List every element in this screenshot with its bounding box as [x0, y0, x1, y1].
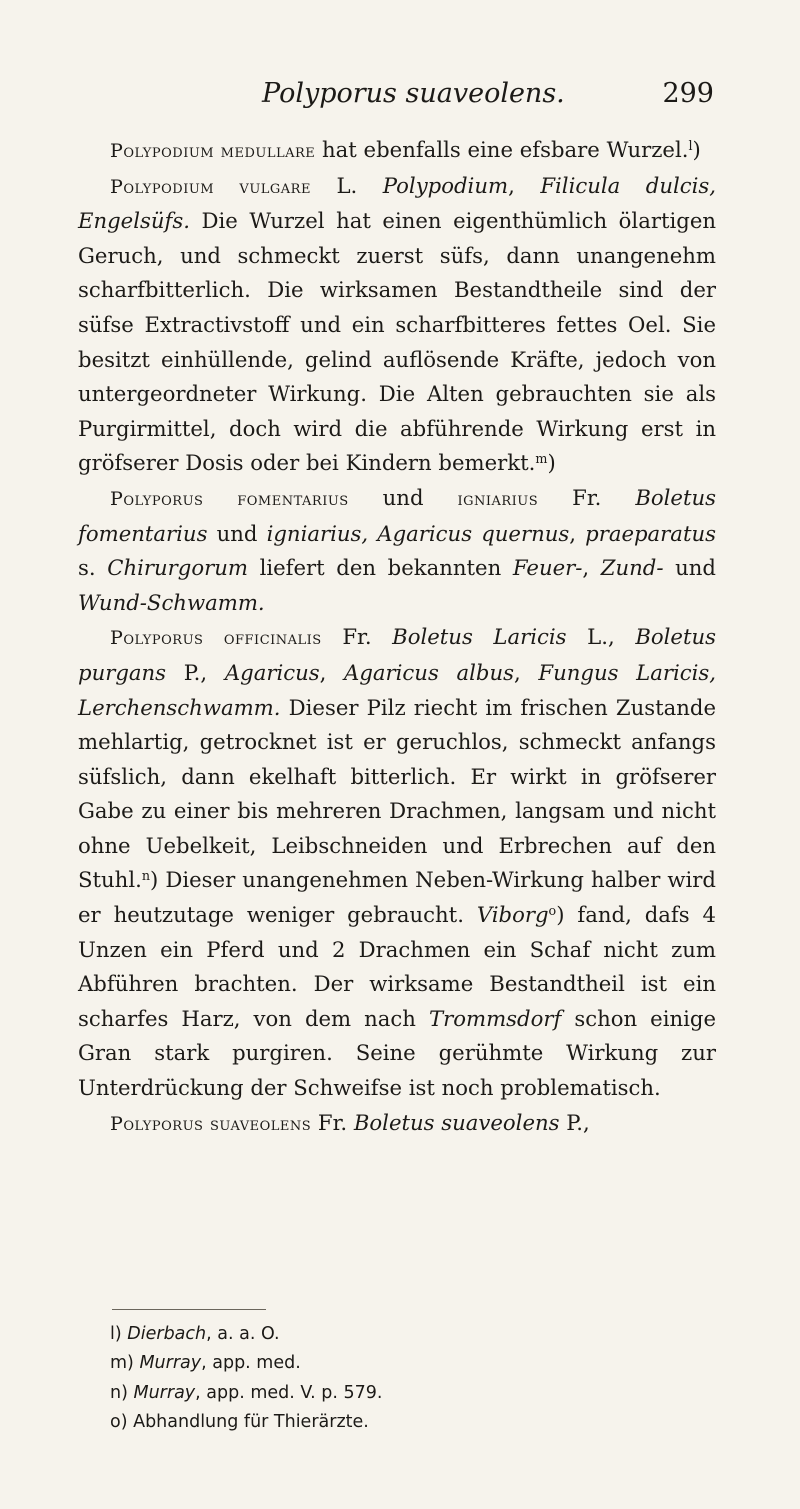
- paragraph-polyporus-suaveolens: [78, 1106, 716, 1142]
- text-run: n): [110, 1382, 134, 1403]
- small-caps-run: Polyporus suaveolens: [110, 1112, 312, 1135]
- italic-run: Boletus Laricis: [392, 624, 567, 650]
- footnote-marker: n: [141, 868, 151, 884]
- italic-run: Wund-Schwamm.: [78, 589, 265, 615]
- text-run: Fr.: [321, 624, 393, 650]
- text-run: Die Wurzel hat einen eigenthümlich ölartigen Geruch, und schmeckt zuerst süfs, dann unangenehm scharfbitterlich. Die wirksamen Bestandtheile sind der süfse Extractivstoff und ein scharfbitteres fettes Oel. Sie besitzt einhüllende, gelind auflösende Kräfte, jedoch von untergeordneter Wirkung. Die Alten gebrauchten sie als Purgirmittel, doch wird die abführende Wirkung erst in gröfserer Dosis oder bei Kindern bemerkt.: [78, 208, 716, 476]
- text-run: l): [110, 1324, 128, 1344]
- small-caps-run: Polyporus fomentarius: [110, 487, 349, 510]
- text-run: ,: [513, 659, 539, 685]
- page-number: 299: [662, 78, 714, 109]
- italic-run: Chirurgorum: [107, 555, 248, 581]
- text-run: , a. a. O.: [206, 1324, 280, 1344]
- text-run: ): [692, 137, 701, 162]
- text-run: , app. med.: [201, 1353, 301, 1374]
- text-run: P.,: [166, 659, 225, 685]
- italic-run: Agaricus quernus: [377, 520, 570, 546]
- italic-run: igniarius,: [266, 520, 369, 546]
- footnote-marker: m: [535, 451, 548, 467]
- italic-run: Trommsdorf: [428, 1005, 562, 1031]
- small-caps-run: Polypodium medullare: [110, 140, 316, 162]
- small-caps-run: Polypodium vulgare: [110, 175, 311, 198]
- text-run: Fr.: [538, 484, 636, 510]
- italic-run: Boletus purgans: [78, 624, 716, 685]
- italic-run: Lerchenschwamm.: [78, 694, 281, 720]
- italic-run: Agaricus albus: [344, 659, 514, 685]
- italic-run: Feuer-: [512, 555, 583, 581]
- italic-run: praeparatus: [585, 520, 716, 546]
- footnote-m: [110, 1349, 710, 1378]
- text-run: ,: [569, 520, 586, 546]
- text-run: ) fand, dafs 4 Unzen ein Pferd und 2 Drachmen ein Schaf nicht zum Abführen brachten. Der wirksame Bestandtheil ist ein scharfes Harz, von dem nach: [78, 902, 716, 1031]
- text-run: hat ebenfalls eine efsbare Wurzel.: [315, 137, 689, 162]
- footnote-marker: l: [688, 138, 693, 154]
- text-run: und: [663, 555, 716, 581]
- paragraph-polypodium-vulgare: [78, 169, 716, 481]
- paragraph-polyporus-officinalis: [78, 620, 716, 1105]
- paragraph-polypodium-medullare: [78, 133, 716, 169]
- text-run: m): [110, 1353, 140, 1374]
- text-run: P.,: [559, 1109, 590, 1135]
- text-run: ,: [582, 555, 601, 581]
- paragraph-polyporus-fomentarius: [78, 481, 716, 620]
- italic-run: Boletus fomentarius: [78, 484, 716, 546]
- footnote-o: [110, 1408, 710, 1437]
- italic-run: Engelsüfs.: [78, 208, 190, 234]
- text-run: schon einige Gran stark purgiren. Seine gerühmte Wirkung zur Unterdrückung der Schweifse ist noch problematisch.: [78, 1005, 716, 1101]
- text-run: L.: [310, 172, 383, 198]
- text-run: und: [348, 484, 458, 510]
- text-run: L.,: [566, 624, 636, 650]
- footnote-rule: [112, 1309, 266, 1310]
- italic-run: Viborg: [476, 902, 549, 928]
- italic-run: Dierbach: [127, 1324, 207, 1344]
- running-title: Polyporus suaveolens.: [262, 78, 565, 109]
- text-run: , app. med. V. p. 579.: [195, 1382, 383, 1403]
- text-run: ): [547, 450, 556, 476]
- text-run: Fr.: [311, 1109, 354, 1135]
- text-run: [368, 521, 377, 546]
- italic-run: Murray: [139, 1353, 202, 1374]
- main-text: [78, 133, 716, 1141]
- text-run: und: [207, 520, 267, 546]
- text-run: ,: [508, 172, 541, 198]
- italic-run: Fungus Laricis,: [538, 659, 716, 685]
- footnote-l: [110, 1320, 710, 1349]
- small-caps-run: Polyporus officinalis: [110, 627, 322, 650]
- text-run: liefert den bekannten: [247, 555, 513, 581]
- italic-run: Boletus suaveolens: [353, 1109, 560, 1135]
- text-run: Dieser Pilz riecht im frischen Zustande mehlartig, getrocknet ist er geruchlos, schmeckt anfangs süfslich, dann ekelhaft bitterlich. Er wirkt in gröfserer Gabe zu einer bis mehreren Drachmen, langsam und nicht ohne Uebelkeit, Leibschneiden und Erbrechen auf den Stuhl.: [78, 694, 716, 893]
- text-run: ,: [319, 659, 345, 685]
- small-caps-run: igniarius: [457, 487, 539, 510]
- italic-run: Zund-: [600, 555, 664, 581]
- text-run: s.: [78, 555, 108, 581]
- footnotes: [110, 1320, 710, 1438]
- italic-run: Agaricus: [224, 659, 320, 685]
- italic-run: Polypodium: [382, 172, 509, 198]
- footnote-n: [110, 1379, 710, 1408]
- text-run: o) Abhandlung für Thierärzte.: [110, 1412, 369, 1433]
- footnote-marker: o: [548, 903, 557, 919]
- italic-run: Murray: [133, 1382, 196, 1403]
- text-run: ) Dieser unangenehmen Neben-Wirkung halber wird er heutzutage weniger gebraucht.: [78, 867, 716, 928]
- italic-run: Filicula dulcis,: [540, 172, 716, 198]
